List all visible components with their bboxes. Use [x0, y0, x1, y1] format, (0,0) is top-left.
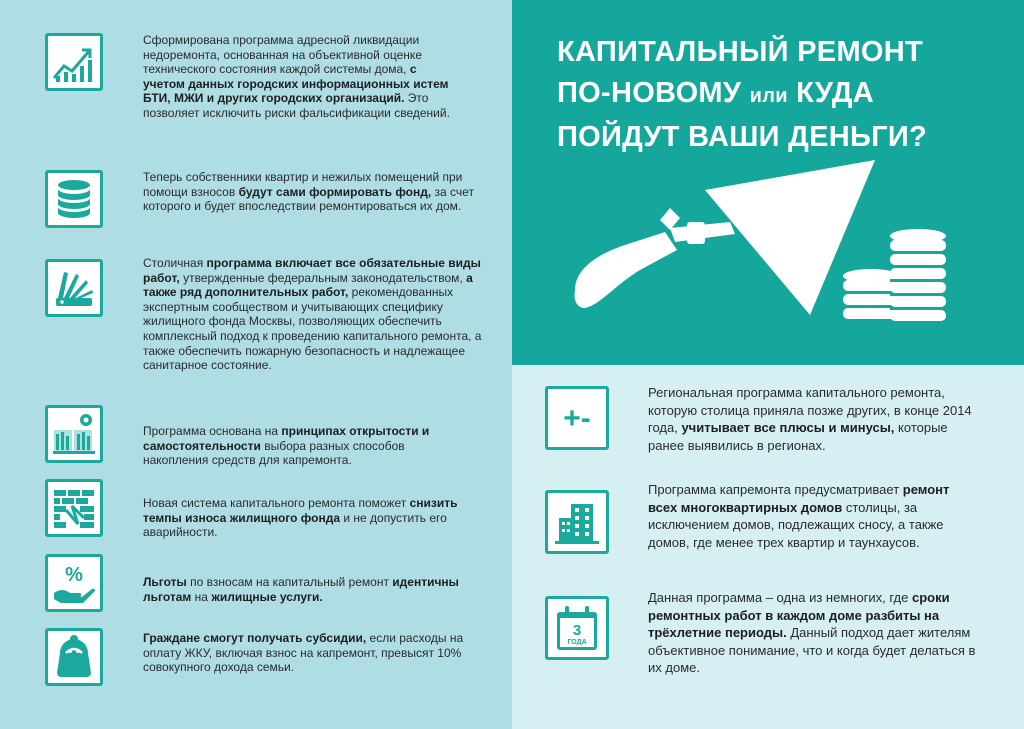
purse-icon	[45, 628, 103, 686]
brick-wall-icon	[45, 479, 103, 537]
block-three-year-periods: Данная программа – одна из немногих, где сроки ремонтных работ в каждом доме разбиты на трёхлетние периоды. Данный подход дает жителям объективное понимание, что и когда будет делаться в их доме.	[648, 590, 976, 675]
color-swatch-icon	[45, 259, 103, 317]
block-openness: Программа основана на принципах открытости и самостоятельности выбора разных способов накопления средств для капремонта.	[143, 424, 430, 468]
block-regional-program: Региональная программа капитального ремонта, которую столица приняла позже других, в конце 2014 года, учитывает все плюсы и минусы, которые ранее выявились в регионах.	[648, 385, 972, 453]
building-icon	[545, 490, 609, 554]
growth-chart-icon	[45, 33, 103, 91]
block-works-included: Столичная программа включает все обязательные виды работ, утвержденные федеральным законодательством, а также ряд дополнительных работ, рекомендованных экспертным сообществом и учитывающих специфику жилищного фонда Москвы, позволяющих обеспечить комплексный подход к проведению капитального ремонта, а также обеспечить пожарную безопасность и надлежащее санитарное состояние.	[143, 256, 482, 373]
hand-percent-icon	[45, 554, 103, 612]
block-subsidies: Граждане смогут получать субсидии, если расходы на оплату ЖКУ, включая взнос на капремонт, превысят 10% совокупного дохода семьи.	[143, 631, 464, 675]
coin-stack-icon	[45, 170, 103, 228]
block-address-program: Сформирована программа адресной ликвидации недоремонта, основанная на объективной оценке технического состояния каждой системы дома, с учетом данных городских информационных истем БТИ, МЖИ и других городских организаций. Это позволяет исключить риски фальсификации сведений.	[143, 33, 450, 120]
block-owners-fund: Теперь собственники квартир и нежилых помещений при помощи взносов будут сами формировать фонд, за счет которого и будет впоследствии ремонтироваться их дом.	[143, 170, 474, 214]
svg-text:3: 3	[572, 622, 582, 639]
svg-text:+-: +-	[563, 402, 591, 435]
trowel-coins-illustration	[555, 150, 985, 350]
coins-icon	[843, 229, 946, 321]
calendar-icon	[545, 596, 609, 660]
svg-text:ГОДА: ГОДА	[567, 639, 587, 646]
block-wear-reduction: Новая система капитального ремонта поможет снизить темпы износа жилищного фонда и не допустить его аварийности.	[143, 496, 458, 540]
block-all-buildings: Программа капремонта предусматривает ремонт всех многоквартирных домов столицы, за исключением домов, подлежащих сносу, а также домов, где менее трех квартир и таунхаусов.	[648, 482, 950, 550]
book-gear-icon	[45, 405, 103, 463]
block-benefits: Льготы по взносам на капитальный ремонт идентичны льготам на жилищные услуги.	[143, 575, 459, 604]
svg-text:%: %	[65, 564, 83, 586]
trowel-icon	[574, 160, 875, 315]
plus-minus-icon	[545, 386, 609, 450]
page-title: КАПИТАЛЬНЫЙ РЕМОНТ ПО-НОВОМУ или КУДА ПОЙДУТ ВАШИ ДЕНЬГИ?	[557, 36, 928, 153]
